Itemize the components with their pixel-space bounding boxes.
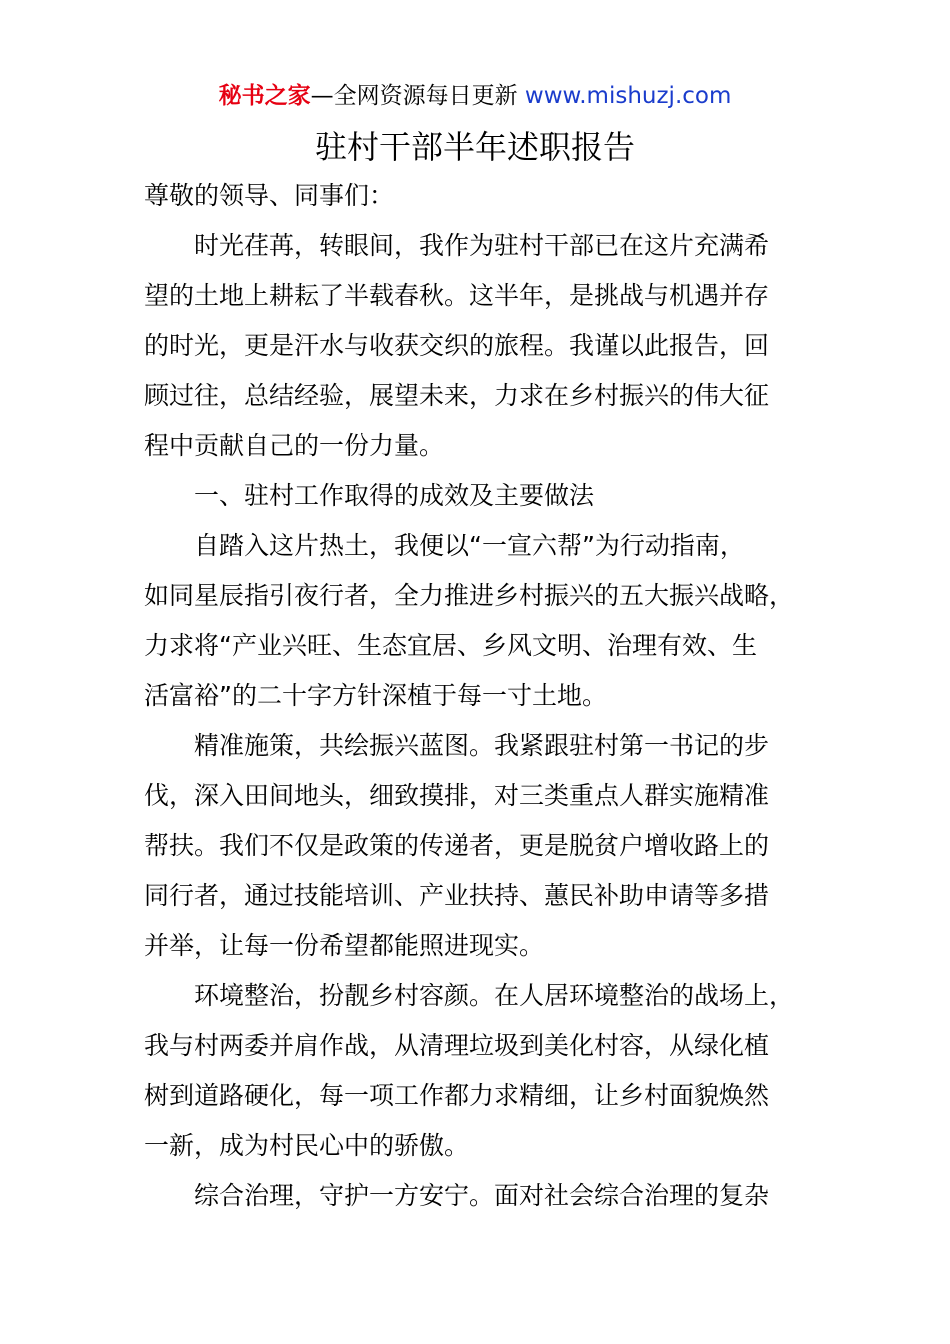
paragraph-line: 自踏入这片热土，我便以“一宣六帮”为行动指南， bbox=[194, 531, 745, 560]
paragraph-line: 望的土地上耕耘了半载春秋。这半年，是挑战与机遇并存 bbox=[144, 281, 770, 310]
paragraph-line: 树到道路硬化，每一项工作都力求精细，让乡村面貌焕然 bbox=[144, 1081, 770, 1110]
paragraph-line: 顾过往，总结经验，展望未来，力求在乡村振兴的伟大征 bbox=[144, 381, 770, 410]
site-url-link[interactable]: www.mishuzj.com bbox=[524, 83, 732, 109]
paragraph-line: 帮扶。我们不仅是政策的传递者，更是脱贫户增收路上的 bbox=[144, 831, 770, 860]
paragraph-line: 综合治理，守护一方安宁。面对社会综合治理的复杂 bbox=[194, 1181, 770, 1210]
paragraph-line: 时光荏苒，转眼间，我作为驻村干部已在这片充满希 bbox=[194, 231, 770, 260]
brand-name: 秘书之家 bbox=[218, 83, 311, 109]
site-header bbox=[0, 78, 950, 114]
header-tagline: —全网资源每日更新 bbox=[310, 83, 525, 109]
paragraph-line: 一新，成为村民心中的骄傲。 bbox=[144, 1131, 470, 1160]
paragraph-line: 力求将“产业兴旺、生态宜居、乡风文明、治理有效、生 bbox=[144, 631, 757, 660]
paragraph-line: 环境整治，扮靓乡村容颜。在人居环境整治的战场上， bbox=[194, 981, 795, 1010]
salutation: 尊敬的领导、同事们： bbox=[144, 181, 395, 210]
paragraph-line: 如同星辰指引夜行者，全力推进乡村振兴的五大振兴战略， bbox=[144, 581, 795, 610]
paragraph-line: 我与村两委并肩作战，从清理垃圾到美化村容，从绿化植 bbox=[144, 1031, 770, 1060]
document-title: 驻村干部半年述职报告 bbox=[314, 128, 635, 166]
paragraph-line: 程中贡献自己的一份力量。 bbox=[144, 431, 445, 460]
paragraph-line: 活富裕”的二十字方针深植于每一寸土地。 bbox=[144, 681, 607, 710]
paragraph-line: 并举，让每一份希望都能照进现实。 bbox=[144, 931, 545, 960]
paragraph-line: 同行者，通过技能培训、产业扶持、蕙民补助申请等多措 bbox=[144, 881, 770, 910]
section-heading: 一、驻村工作取得的成效及主要做法 bbox=[194, 481, 595, 510]
document-body bbox=[144, 171, 814, 1221]
paragraph-line: 的时光，更是汗水与收获交织的旅程。我谨以此报告，回 bbox=[144, 331, 770, 360]
paragraph-line: 伐，深入田间地头，细致摸排，对三类重点人群实施精准 bbox=[144, 781, 770, 810]
paragraph-line: 精准施策，共绘振兴蓝图。我紧跟驻村第一书记的步 bbox=[194, 731, 770, 760]
